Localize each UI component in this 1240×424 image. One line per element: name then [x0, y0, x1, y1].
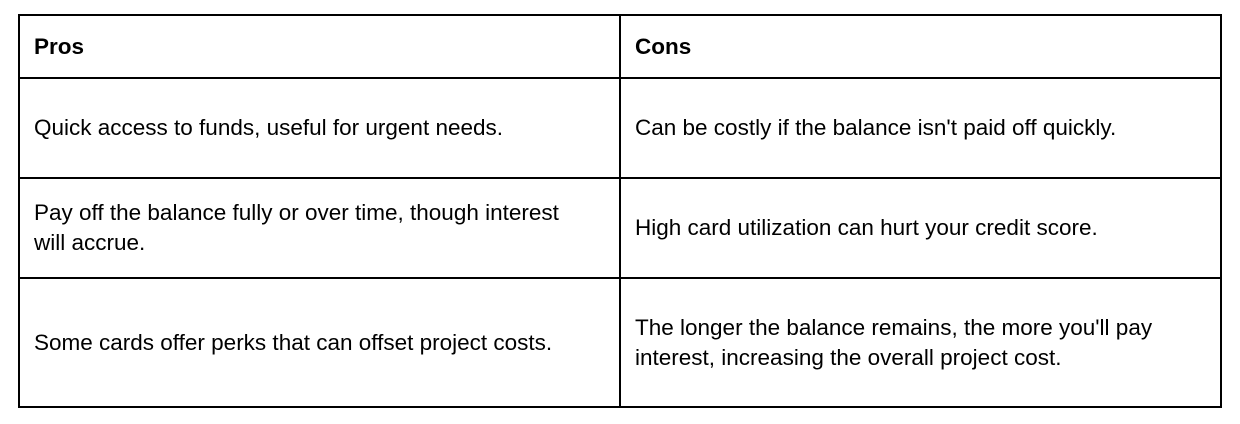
pros-cell-3: Some cards offer perks that can offset project costs. — [19, 278, 620, 407]
cons-column-header: Cons — [620, 15, 1221, 78]
pros-cons-table-container — [18, 14, 1222, 408]
table-header-row — [19, 15, 1221, 78]
cons-cell-3: The longer the balance remains, the more you'll pay interest, increasing the overall project cost. — [620, 278, 1221, 407]
cons-cell-2: High card utilization can hurt your credit score. — [620, 178, 1221, 278]
pros-cell-2: Pay off the balance fully or over time, though interest will accrue. — [19, 178, 620, 278]
table-row — [19, 178, 1221, 278]
pros-column-header: Pros — [19, 15, 620, 78]
pros-cell-1: Quick access to funds, useful for urgent needs. — [19, 78, 620, 178]
table-row — [19, 278, 1221, 407]
cons-cell-1: Can be costly if the balance isn't paid off quickly. — [620, 78, 1221, 178]
table-row — [19, 78, 1221, 178]
pros-cons-table — [18, 14, 1222, 408]
